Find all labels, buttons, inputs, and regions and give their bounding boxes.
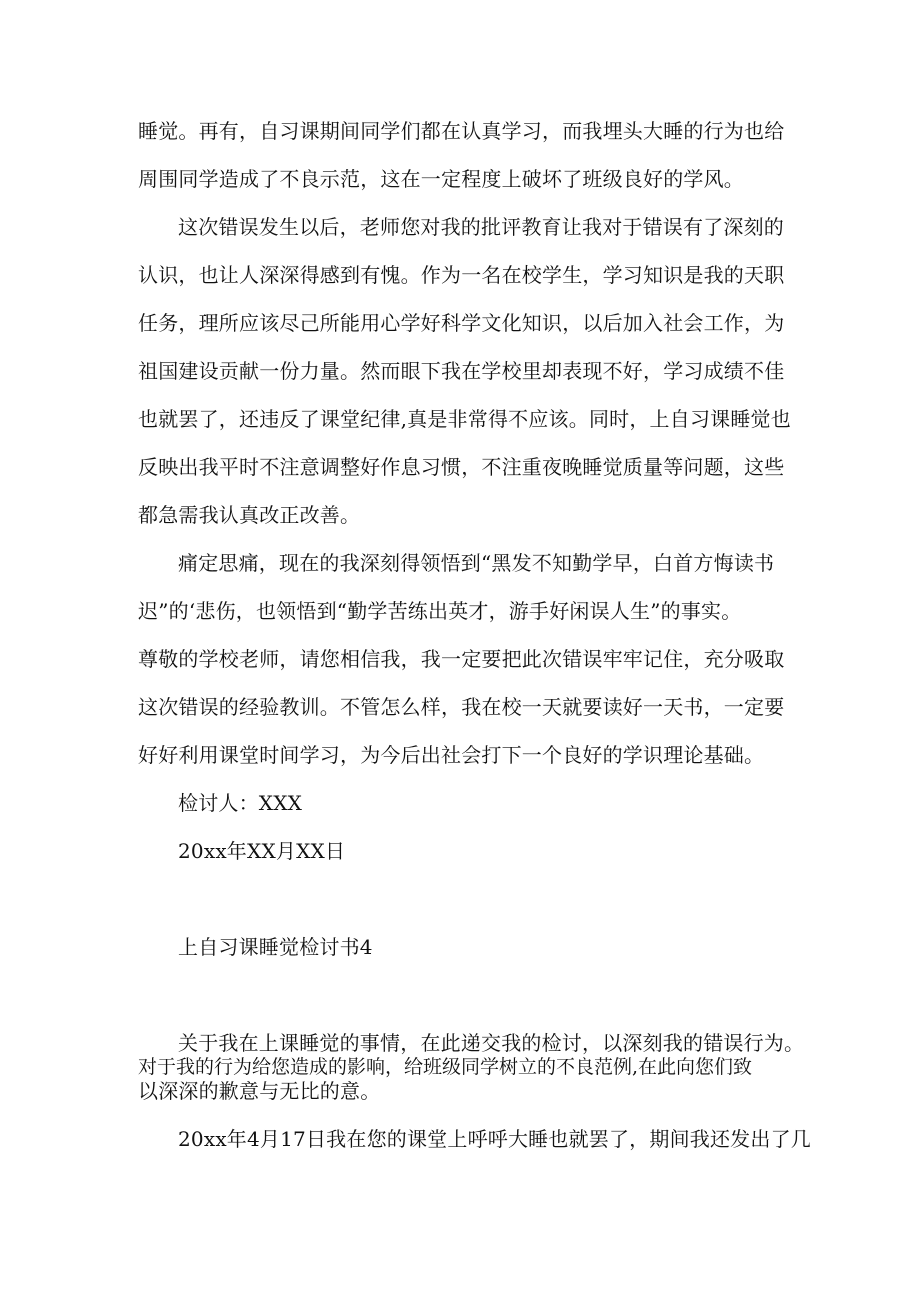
text-line: 任务，理所应该尽己所能用心学好科学文化知识，以后加入社会工作，为 <box>138 311 785 335</box>
text-line: 尊敬的学校老师，请您相信我，我一定要把此次错误牢牢记住，充分吸取 <box>138 647 785 671</box>
paragraph-line: 20xx年4月17日我在您的课堂上呼呼大睡也就罢了，期间我还发出了几 <box>178 1127 811 1151</box>
paragraph-line: 这次错误发生以后，老师您对我的批评教育让我对于错误有了深刻的 <box>178 215 784 239</box>
text-line: 祖国建设贡献一份力量。然而眼下我在学校里却表现不好，学习成绩不佳 <box>138 359 785 383</box>
text-line: 以深深的歉意与无比的意。 <box>138 1079 381 1103</box>
text-line: 对于我的行为给您造成的影响，给班级同学树立的不良范例,在此向您们致 <box>138 1056 753 1078</box>
text-line: 迟”的‘悲伤，也领悟到“勤学苦练出英才，游手好闲误人生”的事实。 <box>138 599 742 623</box>
text-line: 好好利用课堂时间学习，为今后出社会打下一个良好的学识理论基础。 <box>138 743 765 767</box>
signature-line: 检讨人：XXX <box>178 791 303 815</box>
text-line: 睡觉。再有，自习课期间同学们都在认真学习，而我埋头大睡的行为也给 <box>138 119 785 143</box>
section-title: 上自习课睡觉检讨书4 <box>178 935 373 959</box>
date-line: 20xx年XX月XX日 <box>178 839 346 863</box>
text-line: 反映出我平时不注意调整好作息习惯，不注重夜晚睡觉质量等问题，这些 <box>138 455 785 479</box>
text-line: 都急需我认真改正改善。 <box>138 503 361 527</box>
paragraph-line: 痛定思痛，现在的我深刻得领悟到“黑发不知勤学早，白首方悔读书 <box>178 551 775 575</box>
text-line: 这次错误的经验教训。不管怎么样，我在校一天就要读好一天书，一定要 <box>138 695 785 719</box>
text-line: 周围同学造成了不良示范，这在一定程度上破坏了班级良好的学风。 <box>138 167 744 191</box>
paragraph-line: 关于我在上课睡觉的事情，在此递交我的检讨，以深刻我的错误行为。 <box>178 1031 805 1055</box>
text-line: 也就罢了，还违反了课堂纪律,真是非常得不应该。同时，上自习课睡觉也 <box>138 407 791 431</box>
text-line: 认识，也让人深深得感到有愧。作为一名在校学生，学习知识是我的天职 <box>138 263 785 287</box>
